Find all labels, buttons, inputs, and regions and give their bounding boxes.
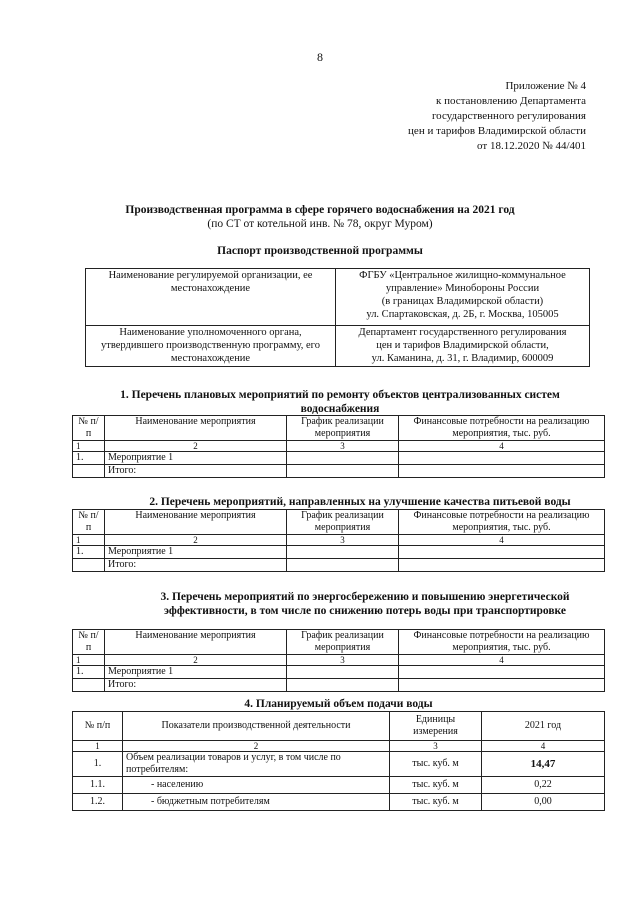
row-name: Мероприятие 1: [105, 546, 287, 559]
total-schedule: [287, 465, 399, 478]
appendix-line: Приложение № 4: [505, 80, 586, 92]
row-finance: [399, 452, 605, 465]
number-row: [73, 655, 605, 666]
header-row: [73, 416, 605, 441]
row-num: 1.: [73, 546, 105, 559]
num-cell: 1: [73, 535, 105, 546]
col-year-header: 2021 год: [482, 712, 605, 741]
total-num: [73, 465, 105, 478]
passport-row: [86, 269, 590, 326]
value-line: ул. Спартаковская, д. 2Б, г. Москва, 105005: [366, 309, 559, 320]
section-title-line: 3. Перечень мероприятий по энергосбережению и повышению энергетической: [160, 591, 570, 603]
col-schedule-header: График реализации мероприятия: [287, 630, 399, 655]
section4-title: 4. Планируемый объем подачи воды: [244, 698, 433, 710]
total-schedule: [287, 559, 399, 572]
value-line: Департамент государственного регулирования: [358, 327, 567, 338]
total-finance: [399, 679, 605, 692]
col-name-header: Наименование мероприятия: [105, 510, 287, 535]
appendix-block: [408, 79, 586, 154]
total-num: [73, 559, 105, 572]
total-row: [73, 465, 605, 478]
col-finance-header: Финансовые потребности на реализацию мероприятия, тыс. руб.: [399, 416, 605, 441]
table-row: [73, 666, 605, 679]
row-schedule: [287, 666, 399, 679]
num-cell: 2: [123, 741, 390, 752]
measures-table-2: [72, 509, 605, 572]
passport-value: [336, 326, 590, 367]
col-unit-header: Единицы измерения: [390, 712, 482, 741]
section-title-line: эффективности, в том числе по снижению потерь воды при транспортировке: [164, 605, 566, 617]
appendix-line: цен и тарифов Владимирской области: [408, 125, 586, 137]
row-num: 1.: [73, 666, 105, 679]
col-finance-header: Финансовые потребности на реализацию мероприятия, тыс. руб.: [399, 630, 605, 655]
num-cell: 3: [287, 535, 399, 546]
num-cell: 4: [482, 741, 605, 752]
table-row: [73, 452, 605, 465]
row-name: Мероприятие 1: [105, 666, 287, 679]
col-schedule-header: График реализации мероприятия: [287, 510, 399, 535]
num-cell: 4: [399, 441, 605, 452]
row-value: 0,22: [482, 777, 605, 794]
appendix-line: государственного регулирования: [431, 110, 586, 122]
table-row: [73, 546, 605, 559]
total-finance: [399, 559, 605, 572]
num-cell: 3: [390, 741, 482, 752]
section3-title: [100, 590, 630, 618]
num-cell: 3: [287, 655, 399, 666]
row-unit: тыс. куб. м: [390, 777, 482, 794]
row-name: Мероприятие 1: [105, 452, 287, 465]
passport-value: [336, 269, 590, 326]
row-num: 1.2.: [73, 794, 123, 811]
total-row: [73, 679, 605, 692]
total-finance: [399, 465, 605, 478]
num-cell: 2: [105, 655, 287, 666]
table-row: [73, 794, 605, 811]
value-line: (в границах Владимирской области): [381, 296, 544, 307]
num-cell: 1: [73, 655, 105, 666]
num-cell: 2: [105, 535, 287, 546]
total-label: Итого:: [105, 559, 287, 572]
total-row: [73, 559, 605, 572]
title-main: Производственная программа в сфере горячего водоснабжения на 2021 год: [125, 204, 515, 216]
number-row: [73, 441, 605, 452]
col-name-header: Наименование мероприятия: [105, 630, 287, 655]
col-num-header: № п/п: [73, 510, 105, 535]
passport-row: [86, 326, 590, 367]
section1-title: [40, 388, 640, 416]
row-value: 14,47: [482, 752, 605, 777]
value-line: управление» Минобороны России: [385, 283, 540, 294]
row-unit: тыс. куб. м: [390, 794, 482, 811]
total-schedule: [287, 679, 399, 692]
num-cell: 1: [73, 441, 105, 452]
num-cell: 4: [399, 535, 605, 546]
number-row: [73, 535, 605, 546]
header-row: [73, 630, 605, 655]
total-num: [73, 679, 105, 692]
header-row: [73, 510, 605, 535]
appendix-line: к постановлению Департамента: [435, 95, 586, 107]
section-title-line: 1. Перечень плановых мероприятий по ремонту объектов централизованных систем: [120, 389, 560, 401]
table-row: [73, 777, 605, 794]
value-line: цен и тарифов Владимирской области,: [376, 340, 549, 351]
volume-table: [72, 711, 605, 811]
row-num: 1.1.: [73, 777, 123, 794]
total-label: Итого:: [105, 465, 287, 478]
total-label: Итого:: [105, 679, 287, 692]
row-finance: [399, 666, 605, 679]
document-title: [60, 203, 580, 231]
number-row: [73, 741, 605, 752]
measures-table-3: [72, 629, 605, 692]
num-cell: 4: [399, 655, 605, 666]
value-line: ФГБУ «Центральное жилищно-коммунальное: [359, 270, 566, 281]
title-sub: (по СТ от котельной инв. № 78, округ Муром): [207, 218, 433, 230]
table-row: [73, 752, 605, 777]
col-num-header: № п/п: [73, 712, 123, 741]
row-indicator: Объем реализации товаров и услуг, в том числе по потребителям:: [123, 752, 390, 777]
value-line: ул. Каманина, д. 31, г. Владимир, 600009: [371, 353, 554, 364]
section2-title: 2. Перечень мероприятий, направленных на улучшение качества питьевой воды: [149, 496, 571, 508]
passport-label: Наименование регулируемой организации, ее местонахождение: [86, 269, 336, 326]
measures-table-1: [72, 415, 605, 478]
page-number: 8: [317, 50, 323, 64]
row-indicator: - населению: [123, 777, 390, 794]
col-schedule-header: График реализации мероприятия: [287, 416, 399, 441]
row-num: 1.: [73, 752, 123, 777]
num-cell: 1: [73, 741, 123, 752]
col-num-header: № п/п: [73, 416, 105, 441]
row-num: 1.: [73, 452, 105, 465]
row-schedule: [287, 546, 399, 559]
header-row: [73, 712, 605, 741]
col-name-header: Наименование мероприятия: [105, 416, 287, 441]
row-schedule: [287, 452, 399, 465]
passport-heading: Паспорт производственной программы: [217, 245, 423, 257]
num-cell: 3: [287, 441, 399, 452]
passport-label: Наименование уполномоченного органа, утвердившего производственную программу, его местонахождение: [86, 326, 336, 367]
row-indicator: - бюджетным потребителям: [123, 794, 390, 811]
row-value: 0,00: [482, 794, 605, 811]
appendix-line: от 18.12.2020 № 44/401: [477, 140, 586, 152]
passport-table: [85, 268, 590, 367]
section-title-line: водоснабжения: [300, 403, 380, 415]
col-num-header: № п/п: [73, 630, 105, 655]
col-finance-header: Финансовые потребности на реализацию мероприятия, тыс. руб.: [399, 510, 605, 535]
row-finance: [399, 546, 605, 559]
col-indicator-header: Показатели производственной деятельности: [123, 712, 390, 741]
num-cell: 2: [105, 441, 287, 452]
row-unit: тыс. куб. м: [390, 752, 482, 777]
